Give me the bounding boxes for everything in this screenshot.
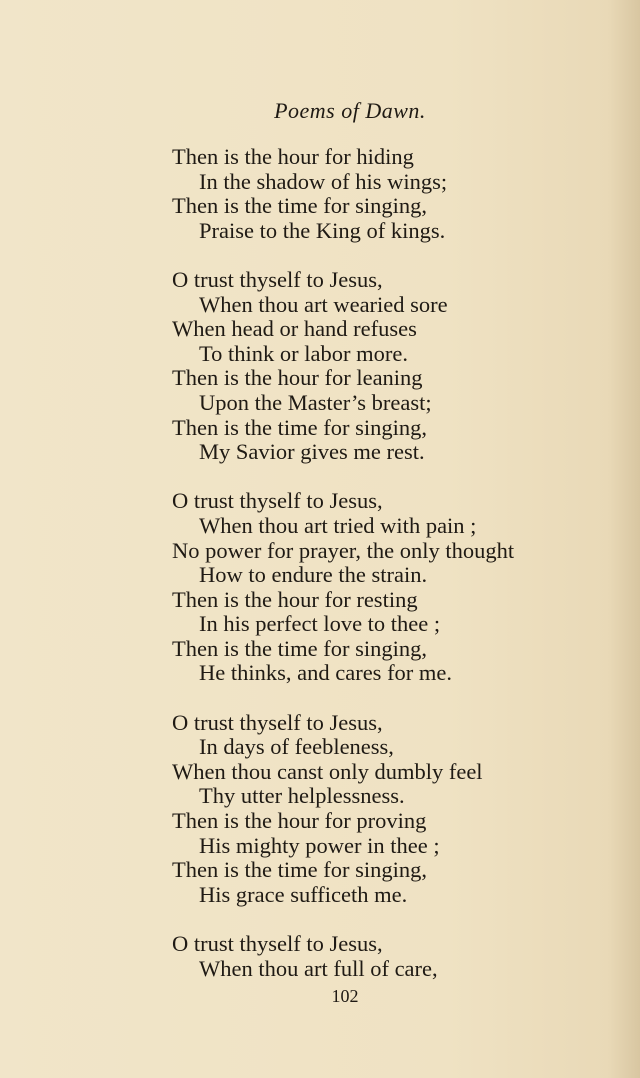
poem-body [172, 145, 514, 1006]
poem-line: Then is the hour for leaning [172, 365, 423, 391]
poem-line: No power for prayer, the only thought [172, 537, 515, 563]
poem-line: When thou art tried with pain ; [199, 512, 477, 538]
poem-line: O trust thyself to Jesus, [172, 488, 383, 514]
poem-line: Then is the hour for proving [172, 808, 427, 834]
poem-line: His grace sufficeth me. [199, 881, 408, 907]
poem-line: His mighty power in thee ; [199, 832, 440, 858]
poem-line: Then is the hour for hiding [172, 144, 414, 169]
stanza [172, 932, 514, 981]
poem-line: Then is the time for singing, [172, 193, 427, 219]
poem-line: Then is the time for singing, [172, 857, 427, 883]
poem-line: O trust thyself to Jesus, [172, 266, 383, 292]
stanza [172, 145, 514, 243]
poem-line: Praise to the King of kings. [199, 217, 446, 243]
poem-line: In his perfect love to thee ; [199, 611, 441, 637]
poem-line: When thou canst only dumbly feel [172, 758, 483, 784]
poem-line: In days of feebleness, [199, 734, 394, 760]
poem-line: Then is the time for singing, [172, 414, 427, 440]
poem-line: O trust thyself to Jesus, [172, 709, 383, 735]
poem-line: When head or hand refuses [172, 316, 417, 342]
poem-line: Thy utter helplessness. [199, 783, 405, 809]
poem-line: When thou art wearied sore [199, 291, 448, 317]
poem-line: Then is the time for singing, [172, 635, 427, 661]
running-head: Poems of Dawn. [274, 98, 426, 123]
poem-line: To think or labor more. [199, 340, 409, 366]
poem-line: When thou art full of care, [199, 955, 438, 981]
poem-line: O trust thyself to Jesus, [172, 931, 383, 956]
stanza [172, 489, 514, 686]
page-number: 102 [331, 986, 359, 1006]
poem-line: My Savior gives me rest. [199, 439, 425, 465]
stanza [172, 268, 514, 465]
poem-line: In the shadow of his wings; [199, 168, 448, 194]
stanza [172, 711, 514, 908]
poem-line: Upon the Master’s breast; [199, 389, 432, 415]
poem-line: He thinks, and cares for me. [199, 660, 453, 686]
poem-line: Then is the hour for resting [172, 586, 418, 612]
poem-line: How to endure the strain. [199, 562, 428, 588]
